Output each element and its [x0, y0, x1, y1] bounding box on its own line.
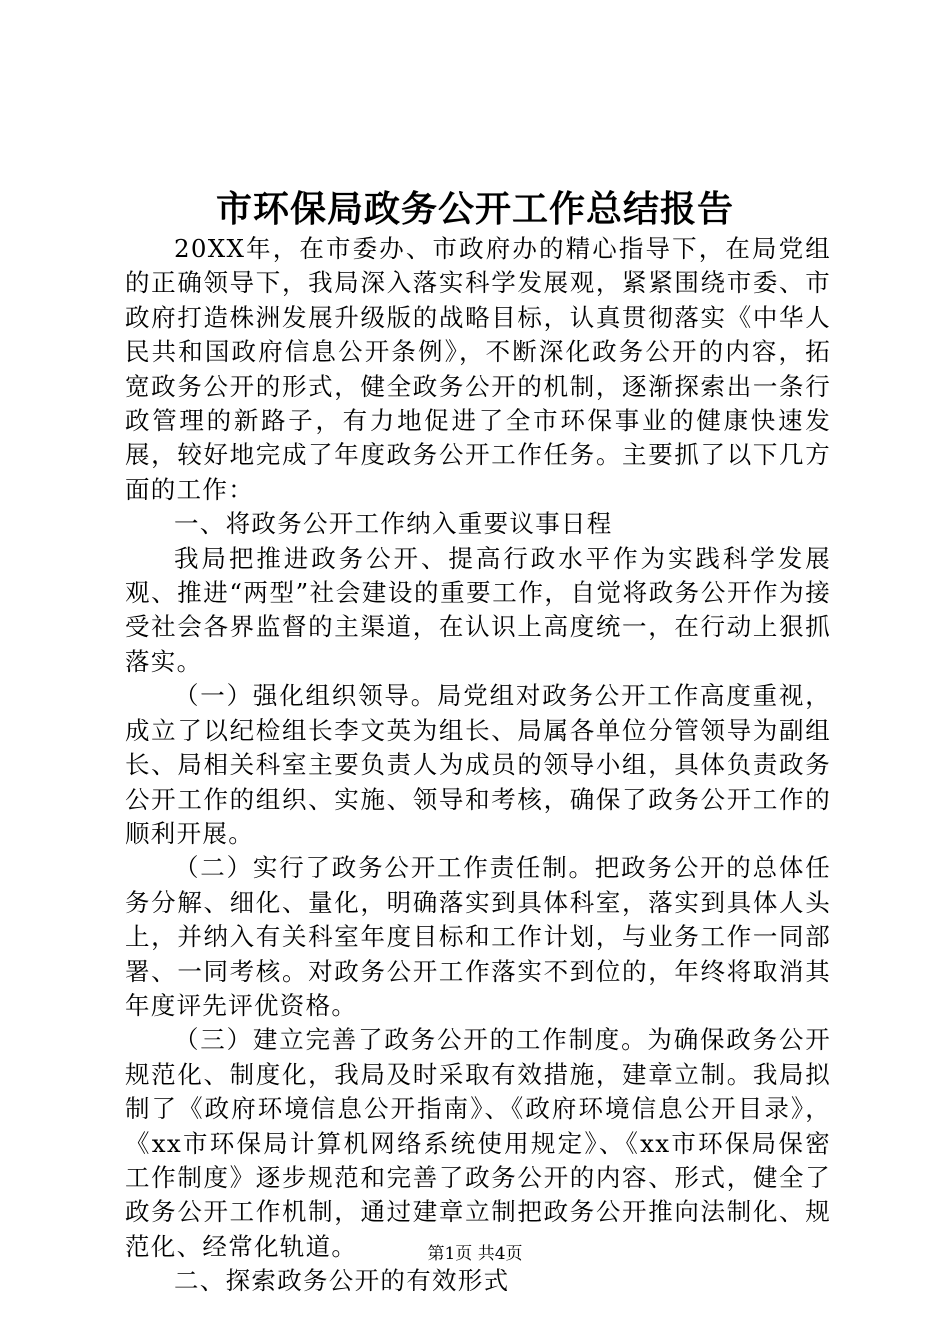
document-body: [125, 232, 831, 1299]
paragraph-section-1: 我局把推进政务公开、提高行政水平作为实践科学发展观、推进“两型”社会建设的重要工作，自觉将政务公开作为接受社会各界监督的主渠道，在认识上高度统一，在行动上狠抓落实。: [125, 543, 831, 676]
section-heading-2: 二、探索政务公开的有效形式: [174, 1266, 510, 1296]
paragraph-intro: 20XX年，在市委办、市政府办的精心指导下，在局党组的正确领导下，我局深入落实科学发展观，紧紧围绕市委、市政府打造株洲发展升级版的战略目标，认真贯彻落实《中华人民共和国政府信息公开条例》，不断深化政务公开的内容，拓宽政务公开的形式，健全政务公开的机制，逐渐探索出一条行政管理的新路子，有力地促进了全市环保事业的健康快速发展，较好地完成了年度政务公开工作任务。主要抓了以下几方面的工作：: [125, 234, 831, 504]
paragraph-item-1: （一）强化组织领导。局党组对政务公开工作高度重视，成立了以纪检组长李文英为组长、局属各单位分管领导为副组长、局相关科室主要负责人为成员的领导小组，具体负责政务公开工作的组织、实施、领导和考核，确保了政务公开工作的顺利开展。: [125, 681, 831, 848]
paragraph-item-3: （三）建立完善了政务公开的工作制度。为确保政务公开规范化、制度化，我局及时采取有效措施，建章立制。我局拟制了《政府环境信息公开指南》、《政府环境信息公开目录》，《xx市环保局计算机网络系统使用规定》、《xx市环保局保密工作制度》逐步规范和完善了政务公开的内容、形式，健全了政务公开工作机制，通过建章立制把政务公开推向法制化、规范化、经常化轨道。: [125, 1025, 831, 1261]
paragraph-item-2: （二）实行了政务公开工作责任制。把政务公开的总体任务分解、细化、量化，明确落实到具体科室，落实到具体人头上，并纳入有关科室年度目标和工作计划，与业务工作一同部署、一同考核。对政务公开工作落实不到位的，年终将取消其年度评先评优资格。: [125, 853, 831, 1020]
page-footer: 第1页 共4页: [427, 1244, 523, 1264]
document-title: 市环保局政务公开工作总结报告: [215, 188, 734, 230]
section-heading-1: 一、将政务公开工作纳入重要议事日程: [174, 509, 613, 539]
